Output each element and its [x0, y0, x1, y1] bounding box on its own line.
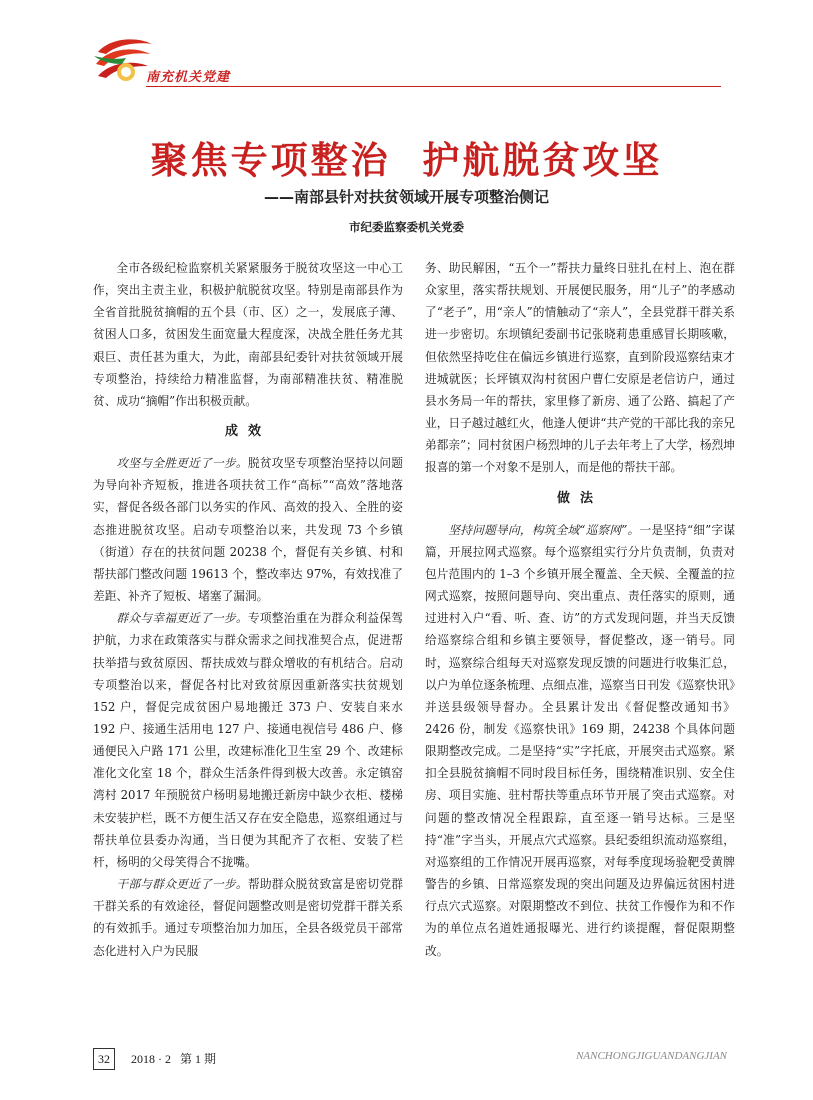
paragraph-text: 一是坚持“细”字谋篇，开展拉网式巡察。每个巡察组实行分片负责制，负责对包片范围内的 1–3 个乡镇开展全覆盖、全天候、全覆盖的拉网式巡察，按照问题导向、突出重点、责任落实的原则，通过进村入户“看、听、查、访”的方式发现问题，并当天反馈给巡察综合组和乡镇主要领导，督促整改，逐一销号。同时，巡察综合组每天对巡察发现反馈的问题进行收集汇总，以户为单位逐条梳理、点细点准，巡察当日刊发《巡察快讯》并送县级领导督办。全县累计发出《督促整改通知书》2426 份，制发《巡察快讯》169 期，24238 个具体问题限期整改完成。二是坚持“实”字托底，开展突击式巡察。紧扣全县脱贫摘帽不同时段目标任务，围绕精准识别、安全住房、项目实施、驻村帮扶等重点环节开展了突击式巡察。对问题的整改情况全程跟踪，直至逐一销号达标。三是坚持“准”字当头，开展点穴式巡察。县纪委组织流动巡察组，对巡察组的工作情况开展再巡察，对每季度现场验靶受黄牌警告的乡镇、日常巡察发现的突出问题及边界偏远贫困村进行点穴式巡察。对限期整改不到位、扶贫工作慢作为和不作为的单位点名道姓通报曝光、进行约谈提醒，督促限期整改。	[425, 522, 736, 958]
paragraph-continued: 务、助民解困，“五个一”帮扶力量终日驻扎在村上、泡在群众家里，落实帮扶规划、开展便民服务，用“儿子”的孝感动了“老子”，用“亲人”的情触动了“亲人”，全县党群干群关系进一步密切。东坝镇纪委副书记张晓莉患重感冒长期咳嗽，但依然坚持吃住在偏远乡镇进行巡察，直到阶段巡察结束才进城就医；长坪镇双沟村贫困户曹仁安原是老信访户，通过县水务局一年的帮扶，家里修了新房、通了公路、搞起了产业，日子越过越红火，他逢人便讲“共产党的干部比我的亲兄弟都亲”；同村贫困户杨烈坤的儿子去年考上了大学，杨烈坤报喜的第一个对象不是别人，而是他的帮扶干部。	[425, 261, 735, 475]
paragraph-text: 专项整治重在为群众利益保驾护航，力求在政策落实与群众需求之间找准契合点，促进帮扶举措与致贫原因、帮扶成效与群众增收的有机结合。启动专项整治以来，督促各村比对致贫原因重新落实扶贫规划 152 户，督促完成贫困户易地搬迁 373 户、安装自来水 192 户、接通生活用电 127 户、接通电视信号 486 户、修通便民入户路 171 公里，改建标准化卫生室 29 个、改建标准化文化室 18 个，群众生活条件得到极大改善。永定镇窑湾村 2017 年预脱贫户杨明易地搬迁新房中缺少衣柜、楼梯未安装护栏，既不方便生活又存在安全隐患，巡察组通过与帮扶单位县委办沟通，当日便为其配齐了衣柜、安装了栏杆，杨明的父母笑得合不拢嘴。	[93, 611, 403, 869]
article-title: 聚焦专项整治 护航脱贫攻坚	[150, 138, 663, 182]
right-column	[425, 257, 735, 962]
section-heading-methods: 做法	[556, 490, 603, 506]
page-number: 32	[93, 1048, 115, 1070]
article-subtitle: ——南部县针对扶贫领域开展专项整治侧记	[263, 188, 549, 206]
paragraph-lead: 干部与群众更近了一步。	[116, 877, 248, 892]
paragraph-lead: 坚持问题导向，构筑全域“巡察网”。	[448, 522, 640, 537]
left-column	[93, 257, 403, 962]
paragraph-inspection	[425, 519, 735, 962]
paragraph-text: 脱贫攻坚专项整治坚持以问题为导向补齐短板，推进各项扶贫工作“高标”“高效”落地落实，督促各级各部门以务实的作风、高效的投入、全胜的姿态推进脱贫攻坚。启动专项整治以来，共发现 73 个乡镇（街道）存在的扶贫问题 20238 个，督促有关乡镇、村和帮扶部门整改问题 19613 个，整改率达 97%，有效找准了差距、补齐了短板、堵塞了漏洞。	[93, 456, 403, 604]
paragraph-happiness	[93, 607, 403, 873]
article-author: 市纪委监察委机关党委	[349, 220, 464, 234]
paragraph-poverty	[93, 452, 403, 607]
publication-name: NANCHONGJIGUANDANGJIAN	[576, 1050, 727, 1062]
section-heading-results: 成效	[224, 424, 271, 440]
paragraph-cadres	[93, 873, 403, 962]
intro-paragraph: 全市各级纪检监察机关紧紧服务于脱贫攻坚这一中心工作，突出主责主业，积极护航脱贫攻坚。特别是南部县作为全省首批脱贫摘帽的五个县（市、区）之一，发展底子薄、贫困人口多，贫困发生面宽量大程度深，决战全胜任务尤其艰巨、责任甚为重大，为此，南部县纪委针对扶贫领域开展专项整治，持续给力精准监督，为南部精准扶贫、精准脱贫、成功“摘帽”作出积极贡献。	[93, 261, 403, 408]
header-brand: 南充机关党建	[146, 70, 231, 85]
issue-label: 2018 · 2 第 1 期	[131, 1052, 216, 1066]
paragraph-text: 帮助群众脱贫致富是密切党群干群关系的有效途径，督促问题整改则是密切党群干群关系的有效抓手。通过专项整治加力加压，全县各级党员干部常态化进村入户为民服	[93, 877, 403, 958]
header-rule	[146, 86, 721, 87]
paragraph-lead: 攻坚与全胜更近了一步。	[116, 456, 248, 471]
paragraph-lead: 群众与幸福更近了一步。	[116, 611, 248, 626]
